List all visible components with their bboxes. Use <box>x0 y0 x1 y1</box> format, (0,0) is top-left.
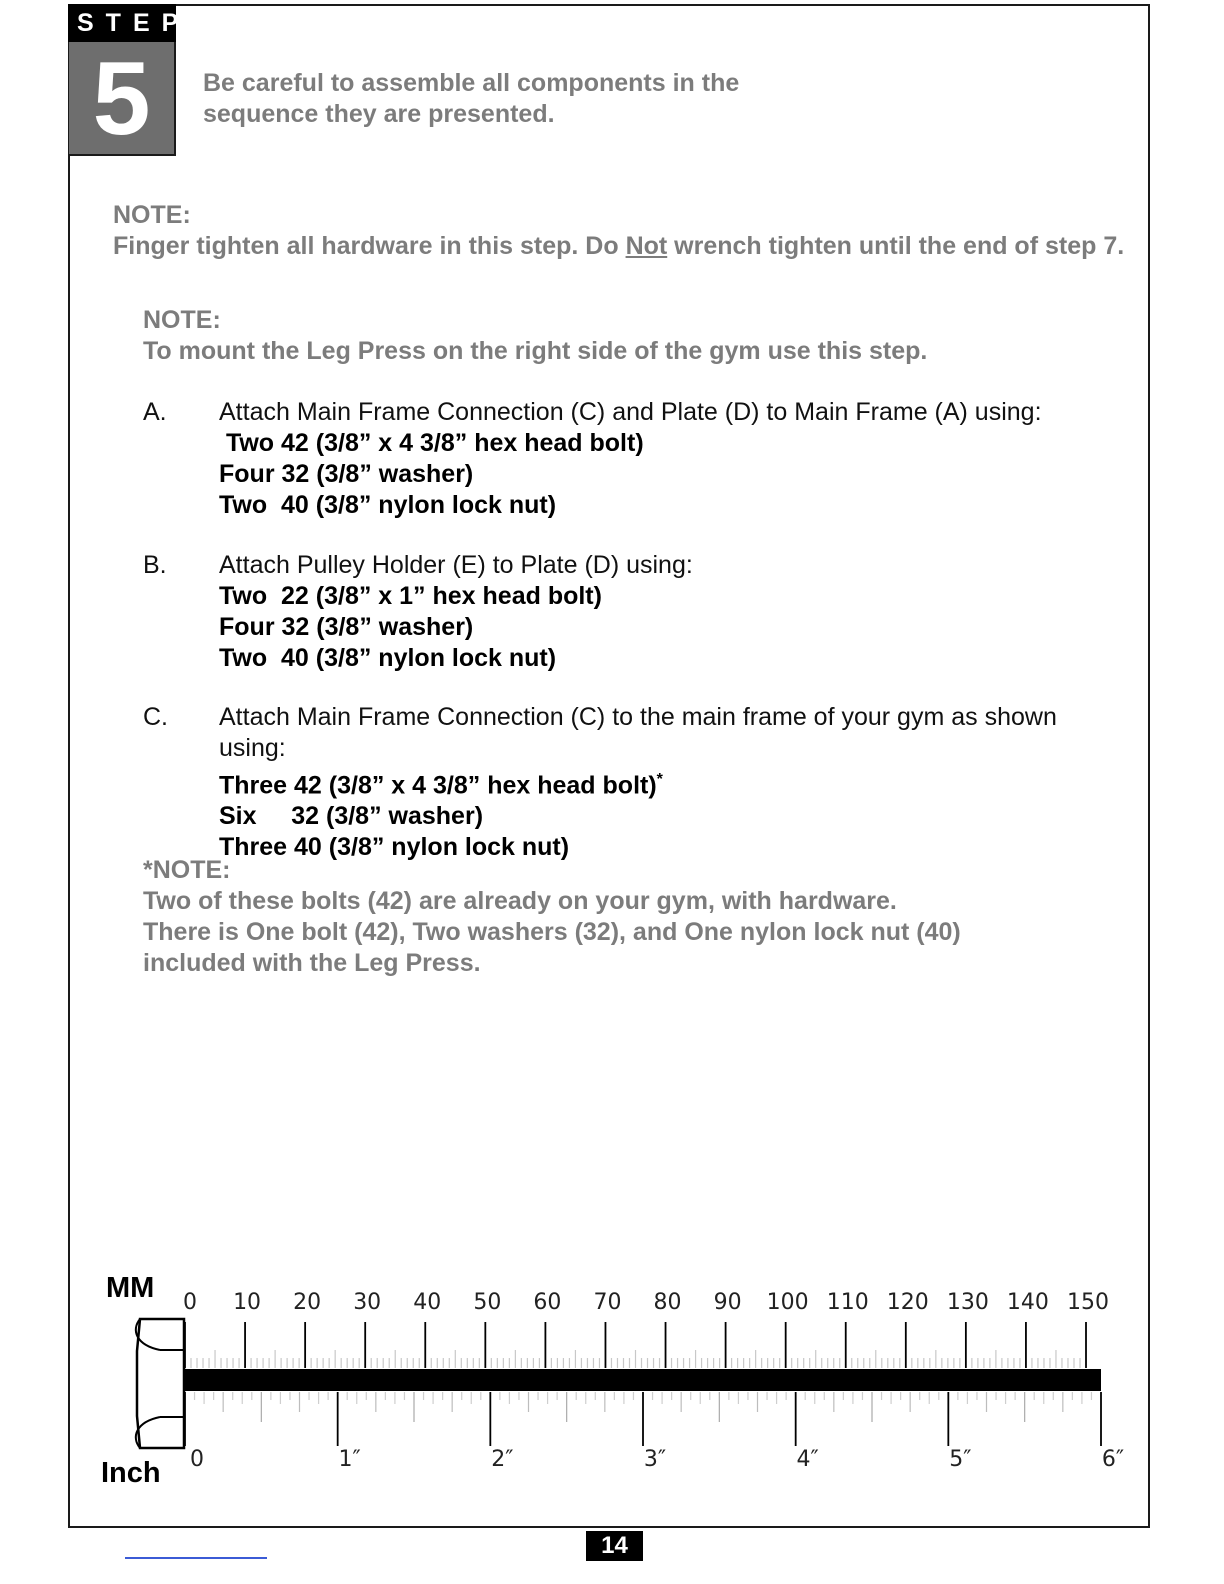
inch-tick-label: 6″ <box>1101 1447 1125 1472</box>
hardware-text: Three 42 (3/8” x 4 3/8” hex head bolt) <box>219 771 657 800</box>
note-text-after: wrench tighten until the end of step 7. <box>667 232 1125 260</box>
mm-tick-label: 100 <box>766 1290 809 1315</box>
intro-line: sequence they are presented. <box>203 100 555 128</box>
page-number: 14 <box>586 1531 643 1561</box>
inch-tick-label: 3″ <box>643 1447 667 1472</box>
step-instruction: Attach Main Frame Connection (C) to the main frame of your gym as shown <box>219 703 1057 731</box>
step-number: 5 <box>69 42 176 156</box>
hardware-line: Two 40 (3/8” nylon lock nut) <box>219 644 557 672</box>
footnote-mark: * <box>656 771 663 788</box>
hardware-line: Three 40 (3/8” nylon lock nut) <box>219 833 570 862</box>
step-a-letter: A. <box>143 398 167 426</box>
step-label: STEP <box>68 4 176 42</box>
bolt-shaft <box>184 1369 1101 1391</box>
footer-link-rule <box>125 1557 267 1559</box>
hardware-line: Two 40 (3/8” nylon lock nut) <box>219 491 557 519</box>
mm-tick-label: 150 <box>1067 1290 1109 1315</box>
intro-line: Be careful to assemble all components in the <box>203 69 740 97</box>
mm-tick-label: 140 <box>1006 1290 1049 1315</box>
step-instruction: using: <box>219 734 286 762</box>
hardware-line: Four 32 (3/8” washer) <box>219 613 474 641</box>
step-b-letter: B. <box>143 551 167 579</box>
mm-tick-label: 60 <box>533 1290 562 1315</box>
hardware-line: Six 32 (3/8” washer) <box>219 802 484 831</box>
inch-tick-label: 0 <box>190 1447 204 1472</box>
mm-tick-label: 110 <box>826 1290 869 1315</box>
ruler-mm-label: MM <box>106 1272 155 1304</box>
step-c-letter: C. <box>143 703 168 731</box>
bolt-head-icon <box>136 1319 184 1448</box>
inch-tick-label: 4″ <box>796 1447 819 1472</box>
note-text: There is One bolt (42), Two washers (32), and One nylon lock nut (40) <box>143 918 961 946</box>
inch-tick-label: 1″ <box>338 1447 361 1472</box>
note-title: NOTE: <box>113 201 191 229</box>
mm-tick-label: 120 <box>886 1290 929 1315</box>
note-text: included with the Leg Press. <box>143 949 481 977</box>
ruler-inch-label: Inch <box>101 1457 161 1489</box>
step-instruction: Attach Pulley Holder (E) to Plate (D) using: <box>219 551 693 579</box>
mm-tick-label: 90 <box>713 1290 742 1315</box>
mm-tick-label: 80 <box>653 1290 682 1315</box>
mm-tick-label: 20 <box>293 1290 322 1315</box>
note-emphasis: Not <box>625 232 668 260</box>
mm-tick-label: 130 <box>946 1290 989 1315</box>
mm-tick-label: 70 <box>593 1290 622 1315</box>
note-title: NOTE: <box>143 306 221 334</box>
mm-tick-label: 0 <box>183 1290 197 1315</box>
mm-tick-label: 40 <box>413 1290 442 1315</box>
hardware-line: Four 32 (3/8” washer) <box>219 460 474 488</box>
step-instruction: Attach Main Frame Connection (C) and Plate (D) to Main Frame (A) using: <box>219 398 1042 426</box>
mm-tick-label: 30 <box>353 1290 382 1315</box>
note-text: To mount the Leg Press on the right side of the gym use this step. <box>143 337 928 365</box>
note-text-before: Finger tighten all hardware in this step. Do <box>113 232 626 260</box>
hardware-line: Two 22 (3/8” x 1” hex head bolt) <box>219 582 602 610</box>
hardware-line: Two 42 (3/8” x 4 3/8” hex head bolt) <box>219 429 644 457</box>
note-title: *NOTE: <box>143 856 231 884</box>
mm-tick-label: 10 <box>233 1290 262 1315</box>
inch-tick-label: 2″ <box>491 1447 514 1472</box>
inch-tick-label: 5″ <box>949 1447 972 1472</box>
note-text: Two of these bolts (42) are already on your gym, with hardware. <box>143 887 897 915</box>
mm-tick-label: 50 <box>473 1290 502 1315</box>
